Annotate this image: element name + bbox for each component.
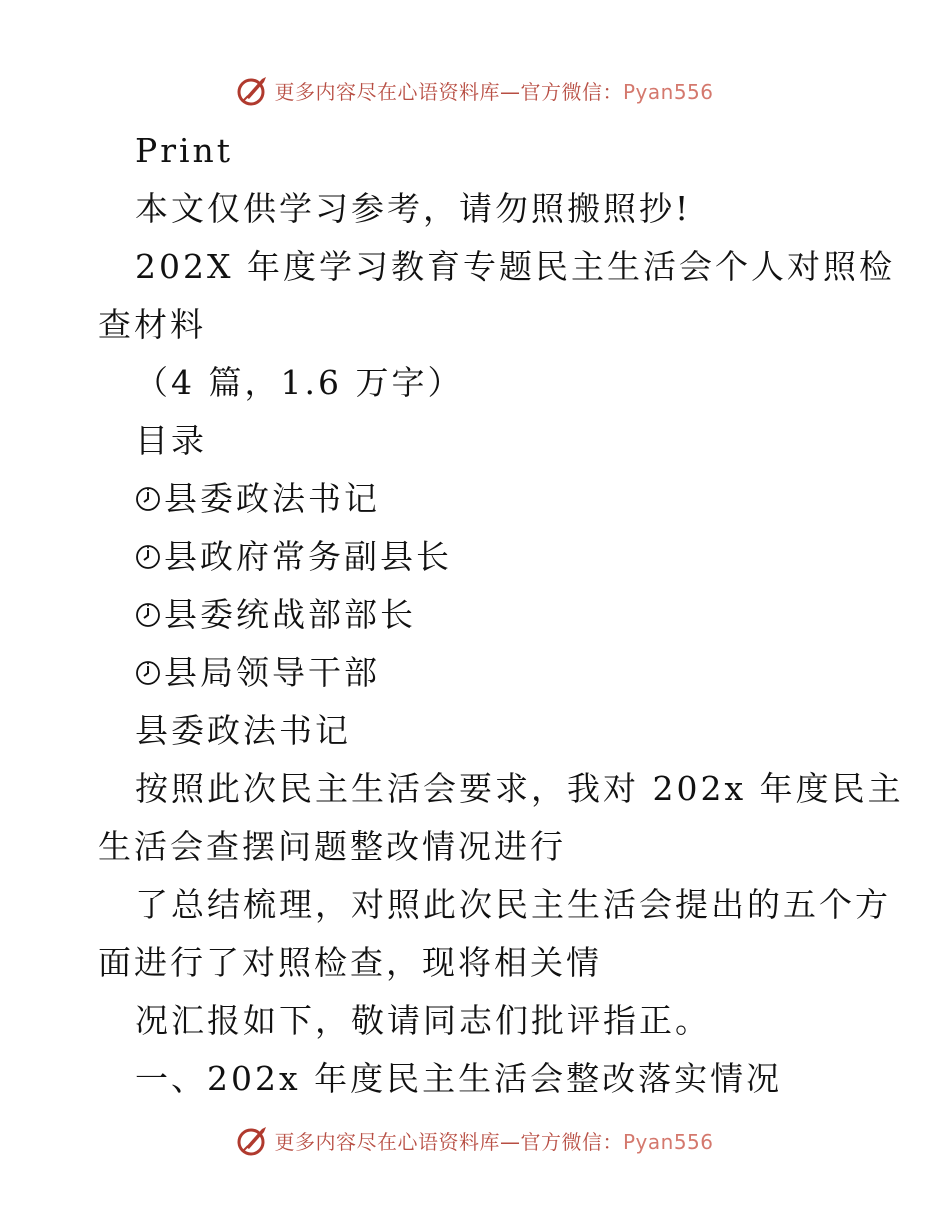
watermark-id: Pyan556 bbox=[622, 79, 714, 104]
toc-item-label: 县委统战部部长 bbox=[164, 595, 416, 634]
quill-logo-icon bbox=[236, 73, 270, 107]
toc-item-label: 县委政法书记 bbox=[164, 479, 380, 518]
paragraph-line: 了总结梳理，对照此次民主生活会提出的五个方 bbox=[135, 885, 891, 924]
toc-item[interactable] bbox=[98, 470, 858, 528]
clock-icon bbox=[135, 602, 161, 628]
print-line: Print bbox=[135, 131, 234, 170]
watermark-id: Pyan556 bbox=[622, 1129, 714, 1154]
document-count: （4 篇，1.6 万字） bbox=[135, 363, 464, 402]
clock-icon bbox=[135, 486, 161, 512]
watermark-label: 官方微信： bbox=[520, 79, 623, 104]
document-title-line-2: 查材料 bbox=[98, 305, 206, 344]
watermark-label: 官方微信： bbox=[520, 1129, 623, 1154]
disclaimer-line: 本文仅供学习参考，请勿照搬照抄! bbox=[135, 189, 692, 228]
section-heading: 县委政法书记 bbox=[135, 711, 351, 750]
toc-item-label: 县局领导干部 bbox=[164, 653, 380, 692]
toc-item[interactable] bbox=[98, 528, 858, 586]
paragraph-line: 按照此次民主生活会要求，我对 202x 年度民主 bbox=[135, 769, 904, 808]
paragraph-line: 面进行了对照检查，现将相关情 bbox=[98, 943, 602, 982]
watermark-dash: — bbox=[499, 1129, 521, 1154]
subsection-heading: 一、202x 年度民主生活会整改落实情况 bbox=[135, 1059, 783, 1098]
footer-watermark bbox=[0, 1120, 950, 1160]
header-watermark bbox=[0, 70, 950, 110]
clock-icon bbox=[135, 660, 161, 686]
watermark-text bbox=[274, 1126, 713, 1155]
toc-heading: 目录 bbox=[135, 421, 207, 460]
watermark-title: 更多内容尽在心语资料库 bbox=[274, 1129, 500, 1154]
document-page bbox=[98, 122, 904, 1108]
watermark-dash: — bbox=[499, 79, 521, 104]
clock-icon bbox=[135, 544, 161, 570]
document-title-line-1: 202X 年度学习教育专题民主生活会个人对照检 bbox=[135, 247, 895, 286]
paragraph-line: 况汇报如下，敬请同志们批评指正。 bbox=[135, 1001, 711, 1040]
watermark-text bbox=[274, 76, 713, 105]
quill-logo-icon bbox=[236, 1123, 270, 1157]
paragraph-line: 生活会查摆问题整改情况进行 bbox=[98, 827, 566, 866]
toc-item[interactable] bbox=[98, 586, 858, 644]
watermark-title: 更多内容尽在心语资料库 bbox=[274, 79, 500, 104]
toc-item[interactable] bbox=[98, 644, 858, 702]
toc-item-label: 县政府常务副县长 bbox=[164, 537, 452, 576]
